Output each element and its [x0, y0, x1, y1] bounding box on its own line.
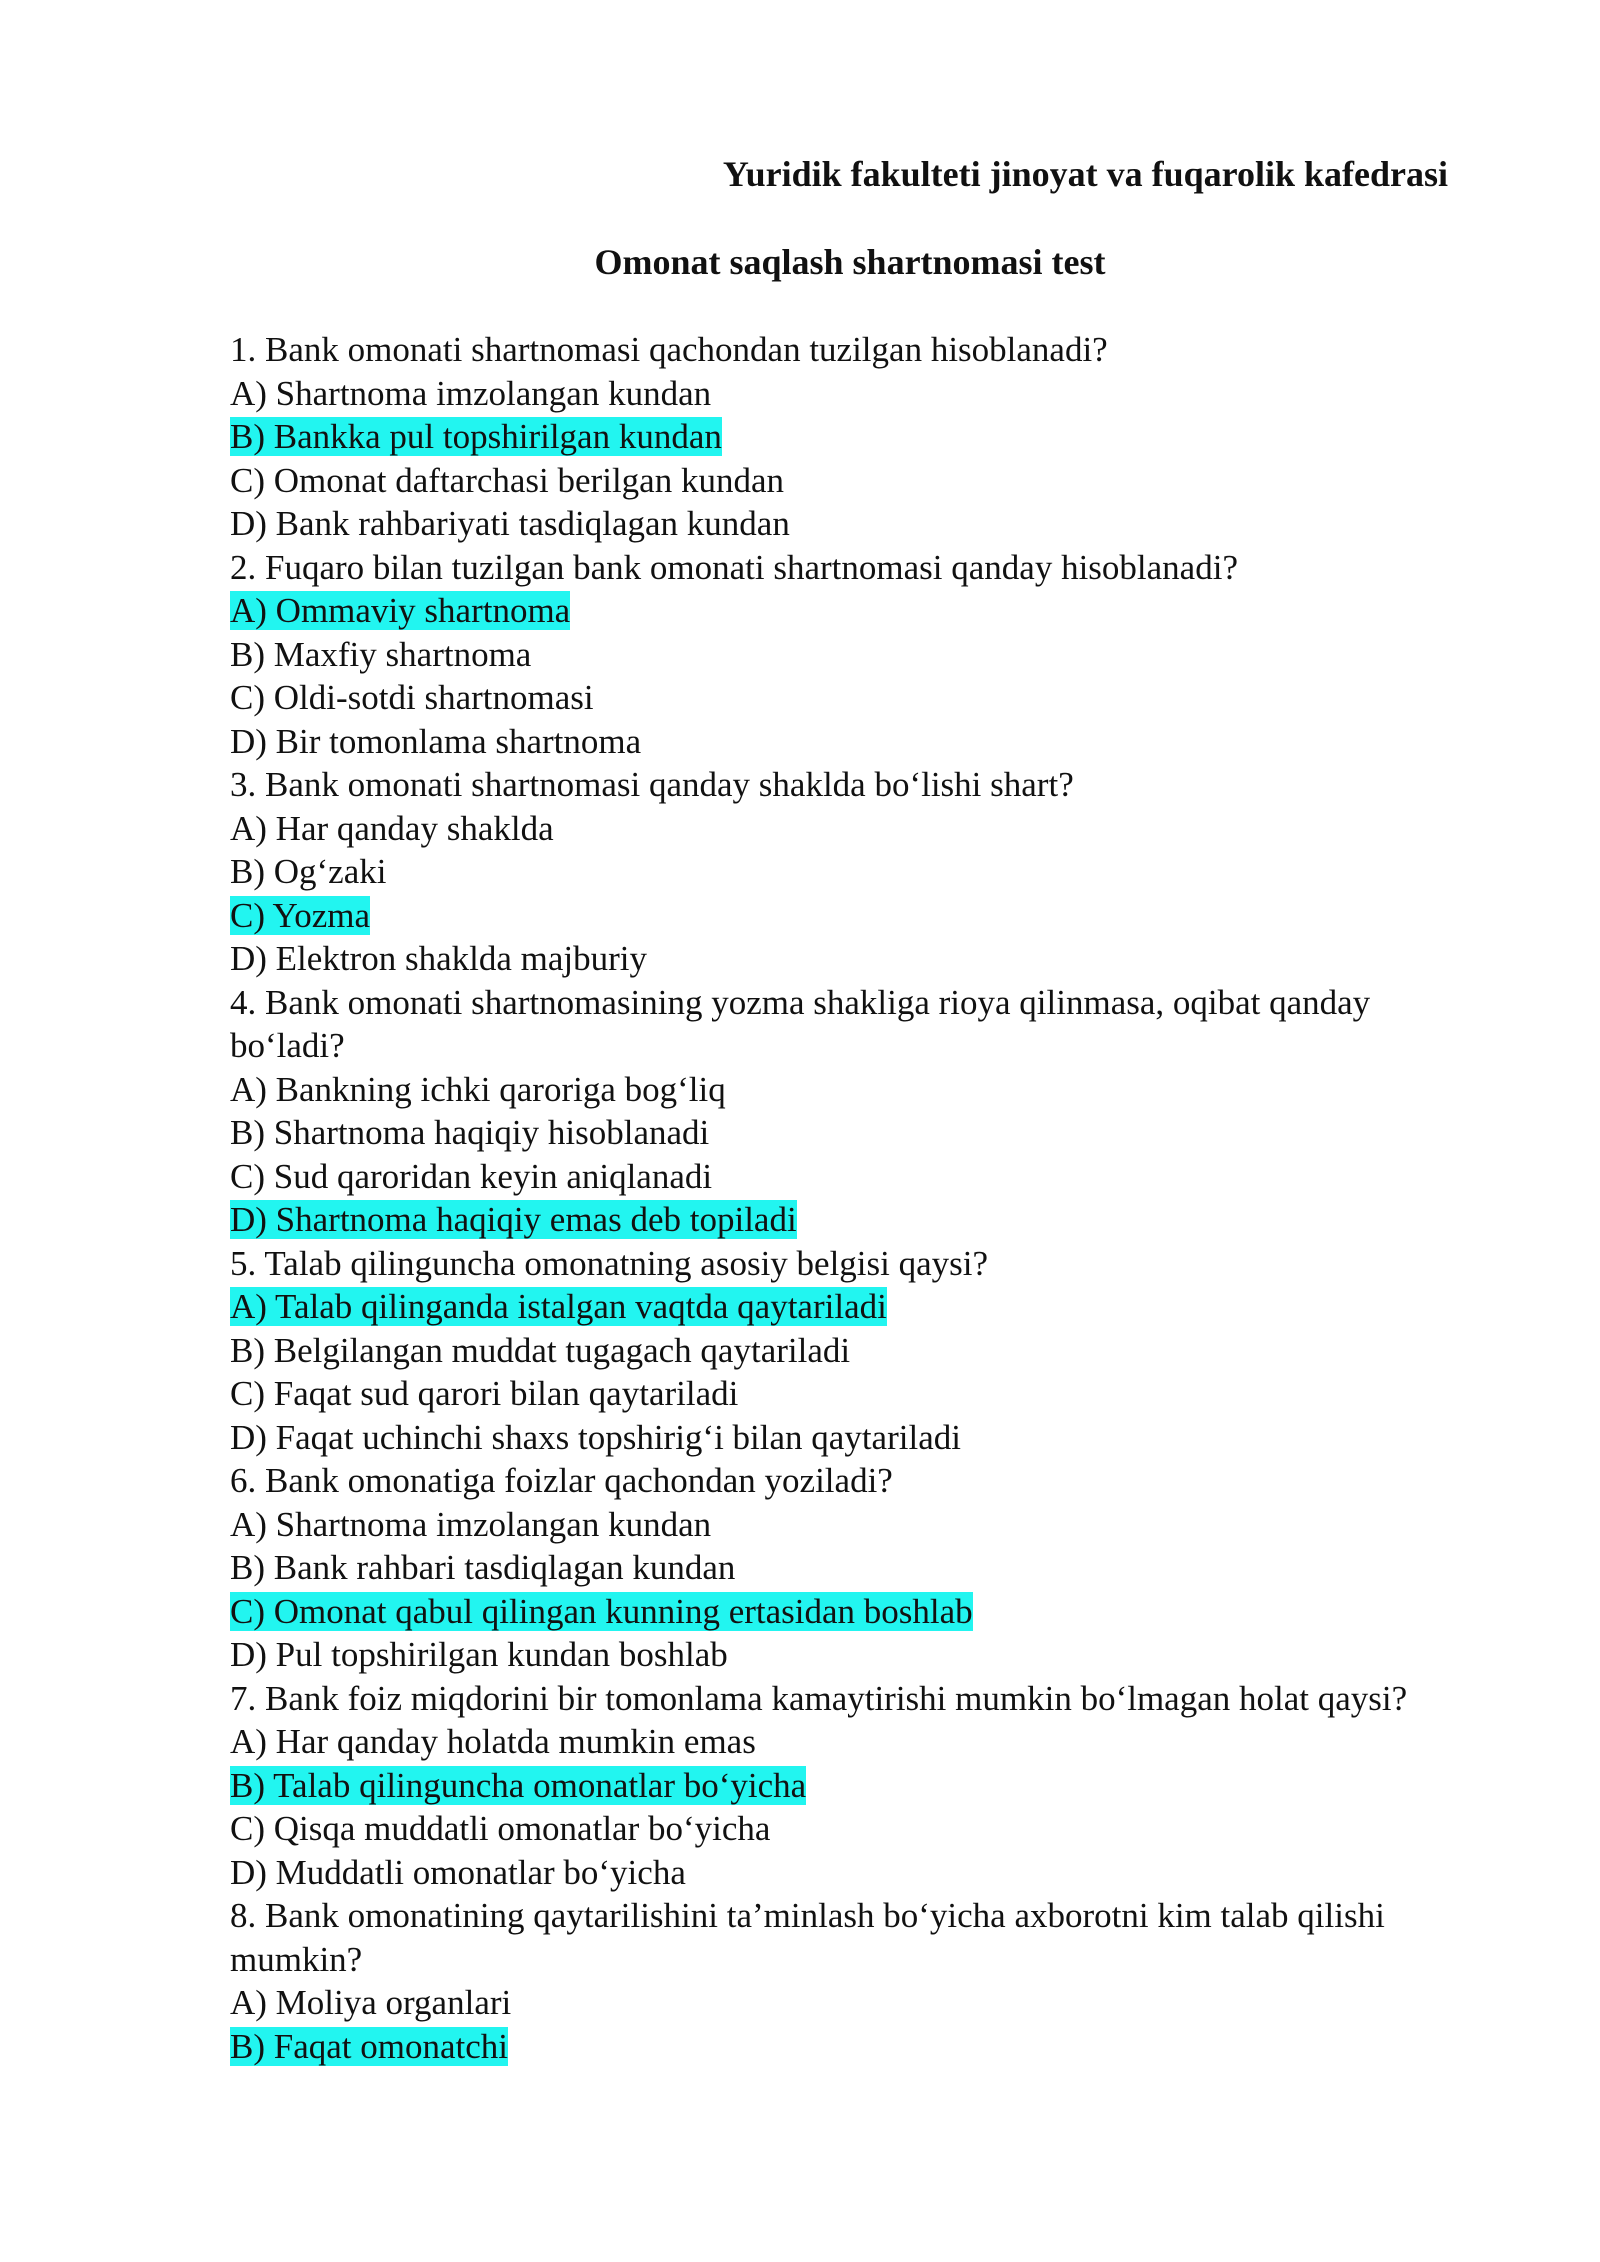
option-5a-correct: A) Talab qilinganda istalgan vaqtda qaytariladi: [230, 1287, 887, 1326]
option-5d: D) Faqat uchinchi shaxs topshirig‘i bilan qaytariladi: [230, 1417, 961, 1457]
option-7c: C) Qisqa muddatli omonatlar bo‘yicha: [230, 1809, 771, 1848]
option-1b-correct: B) Bankka pul topshirilgan kundan: [230, 417, 722, 456]
option-2c: C) Oldi-sotdi shartnomasi: [230, 678, 594, 717]
option-5c: C) Faqat sud qarori bilan qaytariladi: [230, 1374, 739, 1413]
question-5: 5. Talab qilinguncha omonatning asosiy belgisi qaysi?: [230, 1243, 989, 1283]
option-7b-correct: B) Talab qilinguncha omonatlar bo‘yicha: [230, 1765, 807, 1805]
page-title: Omonat saqlash shartnomasi test: [594, 242, 1106, 282]
department-heading: Yuridik fakulteti jinoyat va fuqarolik kafedrasi: [722, 154, 1448, 194]
option-2a-correct: A) Ommaviy shartnoma: [230, 591, 571, 630]
option-7d: D) Muddatli omonatlar bo‘yicha: [230, 1852, 686, 1892]
option-8a: A) Moliya organlari: [230, 1983, 512, 2022]
option-7a: A) Har qanday holatda mumkin emas: [230, 1722, 756, 1761]
question-7: 7. Bank foiz miqdorini bir tomonlama kamaytirishi mumkin bo‘lmagan holat qaysi?: [230, 1678, 1408, 1718]
option-1c: C) Omonat daftarchasi berilgan kundan: [230, 460, 784, 500]
question-2: 2. Fuqaro bilan tuzilgan bank omonati shartnomasi qanday hisoblanadi?: [230, 547, 1238, 587]
option-1d: D) Bank rahbariyati tasdiqlagan kundan: [230, 504, 790, 543]
question-6: 6. Bank omonatiga foizlar qachondan yoziladi?: [230, 1461, 893, 1500]
option-6b: B) Bank rahbari tasdiqlagan kundan: [230, 1548, 736, 1587]
option-3c-correct: C) Yozma: [230, 895, 371, 935]
option-3a: A) Har qanday shaklda: [230, 808, 554, 848]
option-8b-correct: B) Faqat omonatchi: [230, 2026, 509, 2066]
option-6a: A) Shartnoma imzolangan kundan: [230, 1504, 712, 1544]
option-2d: D) Bir tomonlama shartnoma: [230, 721, 642, 761]
option-4a: A) Bankning ichki qaroriga bog‘liq: [230, 1069, 726, 1109]
question-1: 1. Bank omonati shartnomasi qachondan tuzilgan hisoblanadi?: [230, 330, 1108, 369]
test-content: [230, 328, 1450, 2068]
question-8: 8. Bank omonatining qaytarilishini ta’minlash bo‘yicha axborotni kim talab qilishi mumkin?: [230, 1896, 1385, 1979]
option-4d-correct: D) Shartnoma haqiqiy emas deb topiladi: [230, 1200, 797, 1239]
question-4: 4. Bank omonati shartnomasining yozma shakliga rioya qilinmasa, oqibat qanday bo‘ladi?: [230, 982, 1371, 1065]
option-6c-correct: C) Omonat qabul qilingan kunning ertasidan boshlab: [230, 1591, 973, 1631]
option-3d: D) Elektron shaklda majburiy: [230, 939, 647, 978]
option-4b: B) Shartnoma haqiqiy hisoblanadi: [230, 1113, 710, 1152]
question-3: 3. Bank omonati shartnomasi qanday shaklda bo‘lishi shart?: [230, 765, 1074, 804]
option-1a: A) Shartnoma imzolangan kundan: [230, 373, 712, 413]
option-3b: B) Og‘zaki: [230, 852, 387, 891]
option-4c: C) Sud qaroridan keyin aniqlanadi: [230, 1156, 713, 1196]
option-5b: B) Belgilangan muddat tugagach qaytariladi: [230, 1330, 851, 1370]
option-2b: B) Maxfiy shartnoma: [230, 634, 532, 674]
option-6d: D) Pul topshirilgan kundan boshlab: [230, 1635, 728, 1674]
